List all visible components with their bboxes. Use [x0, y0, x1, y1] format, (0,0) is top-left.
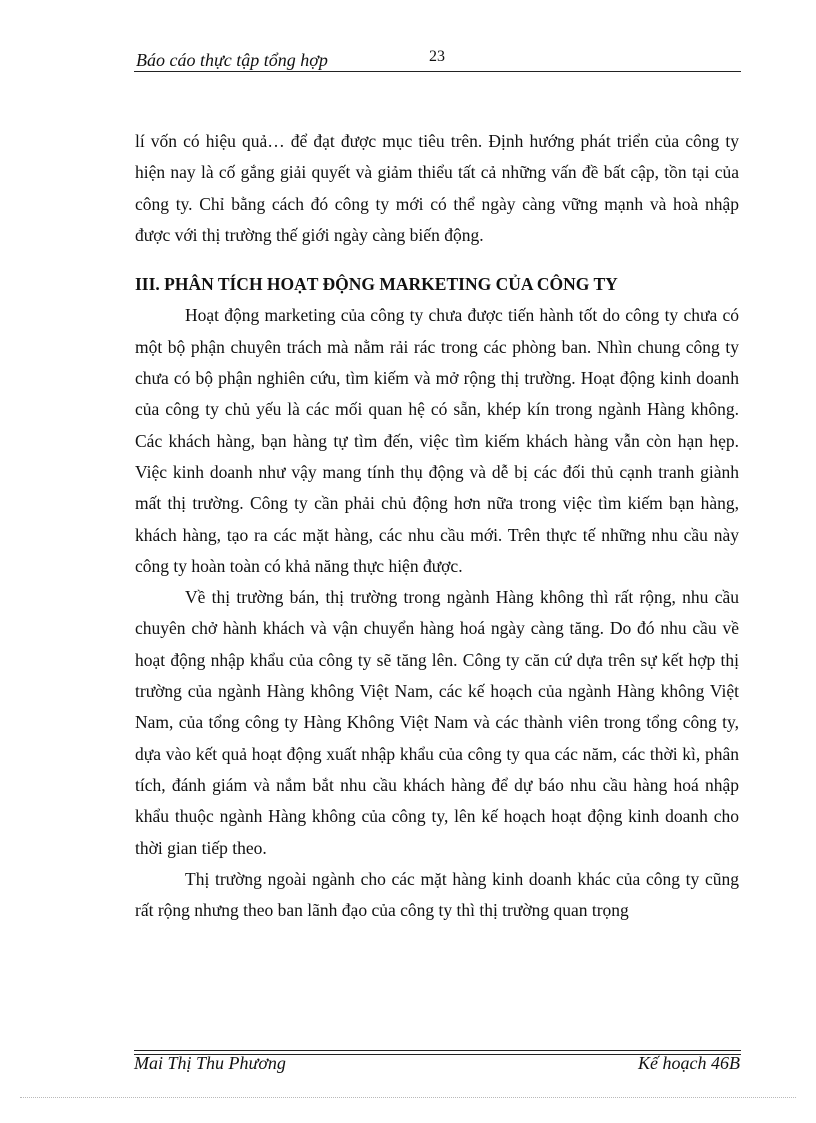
paragraph-1: lí vốn có hiệu quả… để đạt được mục tiêu trên. Định hướng phát triển của công ty hiện nay là cố gắng giải quyết và giảm thiểu tất cả những vấn đề bất cập, tồn tại của công ty. Chỉ bằng cách đó công ty mới có thể ngày càng vững mạnh và hoà nhập được với thị trường thế giới ngày càng biến động.: [135, 131, 739, 245]
document-body: [135, 126, 739, 926]
footer-divider-top: [134, 1050, 741, 1051]
page-header: [134, 46, 741, 72]
footer-author: Mai Thị Thu Phương: [134, 1053, 286, 1073]
section-heading: III. PHÂN TÍCH HOẠT ĐỘNG MARKETING CỦA CÔNG TY: [135, 274, 618, 295]
page-number: 23: [429, 48, 445, 65]
header-divider: [134, 71, 741, 72]
header-title: Báo cáo thực tập tổng hợp: [136, 50, 328, 70]
footer-class: Kế hoạch 46B: [638, 1053, 740, 1073]
page-edge-dotted-line: [20, 1097, 796, 1098]
paragraph-2: Hoạt động marketing của công ty chưa được tiến hành tốt do công ty chưa có một bộ phận chuyên trách mà nằm rải rác trong các phòng ban. Nhìn chung công ty chưa có bộ phận nghiên cứu, tìm kiếm và mở rộng thị trường. Hoạt động kinh doanh của công ty chủ yếu là các mối quan hệ có sẵn, khép kín trong ngành Hàng không. Các khách hàng, bạn hàng tự tìm đến, việc tìm kiếm khách hàng vẫn còn hạn hẹp. Việc kinh doanh như vậy mang tính thụ động và dễ bị các đối thủ cạnh tranh giành mất thị trường. Công ty cần phải chủ động hơn nữa trong việc tìm kiếm bạn hàng, khách hàng, tạo ra các mặt hàng, các nhu cầu mới. Trên thực tế những nhu cầu này công ty hoàn toàn có khả năng thực hiện được.: [135, 305, 739, 576]
paragraph-4: Thị trường ngoài ngành cho các mặt hàng kinh doanh khác của công ty cũng rất rộng nhưng theo ban lãnh đạo của công ty thì thị trường quan trọng: [135, 868, 739, 921]
paragraph-3: Về thị trường bán, thị trường trong ngành Hàng không thì rất rộng, nhu cầu chuyên chở hành khách và vận chuyển hàng hoá ngày càng tăng. Do đó nhu cầu về hoạt động nhập khẩu của công ty sẽ tăng lên. Công ty căn cứ dựa trên sự kết hợp thị trường của ngành Hàng không Việt Nam, các kế hoạch của ngành Hàng không Việt Nam, của tổng công ty Hàng Không Việt Nam và các thành viên trong tổng công ty, dựa vào kết quả hoạt động xuất nhập khẩu của công ty qua các năm, các thời kì, phân tích, đánh giám và nắm bắt nhu cầu khách hàng để dự báo nhu cầu hàng hoá nhập khẩu thuộc ngành Hàng không của công ty, lên kế hoạch hoạt động kinh doanh cho thời gian tiếp theo.: [135, 587, 739, 858]
